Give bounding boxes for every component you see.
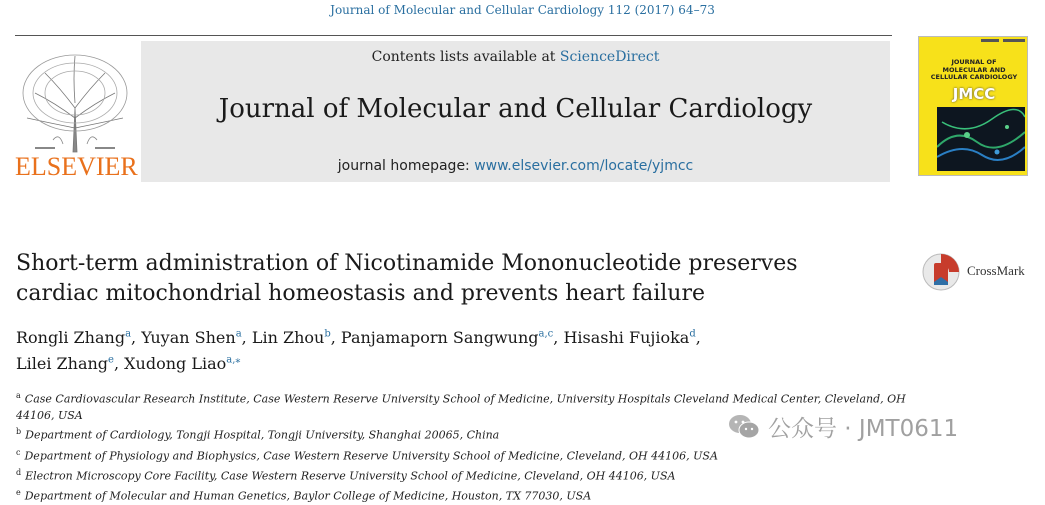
affiliation-letter: d [16, 467, 22, 477]
author-line [16, 325, 896, 351]
elsevier-tree-icon [15, 48, 135, 154]
journal-masthead [141, 41, 890, 182]
article-title-line: cardiac mitochondrial homeostasis and prevents heart failure [16, 281, 705, 306]
author-name[interactable]: Panjamaporn Sangwung [340, 328, 539, 347]
affiliation-text: Case Cardiovascular Research Institute, Case Western Reserve University School of Medicine, University Hospitals Cleveland Medical Center, Cleveland, OH 44106, USA [16, 392, 906, 423]
author-name[interactable]: Yuyan Shen [141, 328, 236, 347]
watermark-text: 公众号 · JMT0611 [768, 416, 959, 442]
watermark [728, 410, 958, 443]
cover-title-line: CELLULAR CARDIOLOGY [930, 73, 1018, 81]
author-affiliation-marker[interactable]: d [689, 328, 696, 340]
wechat-icon [728, 413, 760, 441]
cover-title [919, 59, 1028, 82]
journal-homepage [141, 158, 890, 174]
sciencedirect-link[interactable]: ScienceDirect [559, 49, 660, 65]
publisher-name: ELSEVIER [15, 152, 138, 181]
homepage-prefix: journal homepage: [337, 158, 475, 174]
cover-micrograph-image [937, 107, 1025, 171]
author-separator: , [241, 328, 252, 347]
cover-header-bar [919, 37, 1028, 46]
affiliation-text: Electron Microscopy Core Facility, Case Western Reserve University School of Medicine, Cleveland, OH 44106, USA [25, 469, 676, 483]
affiliation-list [16, 388, 916, 505]
author-name[interactable]: Xudong Liao [124, 354, 227, 373]
author-separator: , [695, 328, 701, 347]
author-affiliation-marker[interactable]: a,c [538, 328, 554, 340]
journal-citation[interactable]: Journal of Molecular and Cellular Cardiology 112 (2017) 64–73 [330, 3, 715, 17]
affiliation-text: Department of Cardiology, Tongji Hospital, Tongji University, Shanghai 20065, China [25, 429, 500, 443]
cover-abbreviation: JMCC [952, 85, 996, 103]
crossmark-badge[interactable] [921, 252, 1036, 292]
affiliation-item [16, 465, 916, 485]
journal-cover[interactable] [918, 36, 1028, 176]
affiliation-text: Department of Molecular and Human Genetics, Baylor College of Medicine, Houston, TX 77030, USA [24, 489, 592, 503]
affiliation-letter: a [16, 391, 21, 400]
author-affiliation-marker[interactable]: a [235, 328, 242, 340]
journal-name: Journal of Molecular and Cellular Cardiology [218, 94, 813, 124]
affiliation-letter: b [16, 427, 22, 437]
author-affiliation-marker[interactable]: a [125, 328, 132, 340]
author-separator: , [113, 354, 125, 373]
contents-prefix: Contents lists available at [371, 49, 560, 65]
author-line [16, 351, 896, 377]
author-name[interactable]: Hisashi Fujioka [563, 328, 690, 347]
cover-title-line: JOURNAL OF [951, 58, 997, 66]
author-name[interactable]: Rongli Zhang [16, 328, 126, 347]
article-title [16, 249, 896, 309]
affiliation-item [16, 445, 916, 465]
author-affiliation-marker[interactable]: e [108, 354, 114, 366]
author-name[interactable]: Lilei Zhang [16, 354, 109, 373]
affiliation-letter: c [16, 447, 21, 457]
author-name[interactable]: Lin Zhou [251, 328, 325, 347]
author-affiliation-marker[interactable]: a,⁎ [226, 354, 241, 366]
contents-availability [141, 49, 890, 65]
elsevier-logo[interactable] [15, 48, 138, 181]
crossmark-icon [921, 252, 961, 292]
author-affiliation-marker[interactable]: b [324, 328, 331, 340]
crossmark-label: CrossMark [967, 263, 1025, 278]
author-separator: , [553, 328, 564, 347]
affiliation-item [16, 485, 916, 505]
homepage-link[interactable]: www.elsevier.com/locate/yjmcc [474, 158, 694, 174]
affiliation-letter: e [16, 487, 21, 497]
article-title-line: Short-term administration of Nicotinamide Mononucleotide preserves [16, 251, 798, 276]
author-separator: , [131, 328, 142, 347]
cover-title-line: MOLECULAR AND [942, 65, 1006, 74]
header-divider [15, 35, 892, 36]
author-separator: , [330, 328, 341, 347]
affiliation-text: Department of Physiology and Biophysics, Case Western Reserve University School of Medicine, Cleveland, OH 44106, USA [24, 449, 718, 463]
author-list [16, 325, 896, 377]
